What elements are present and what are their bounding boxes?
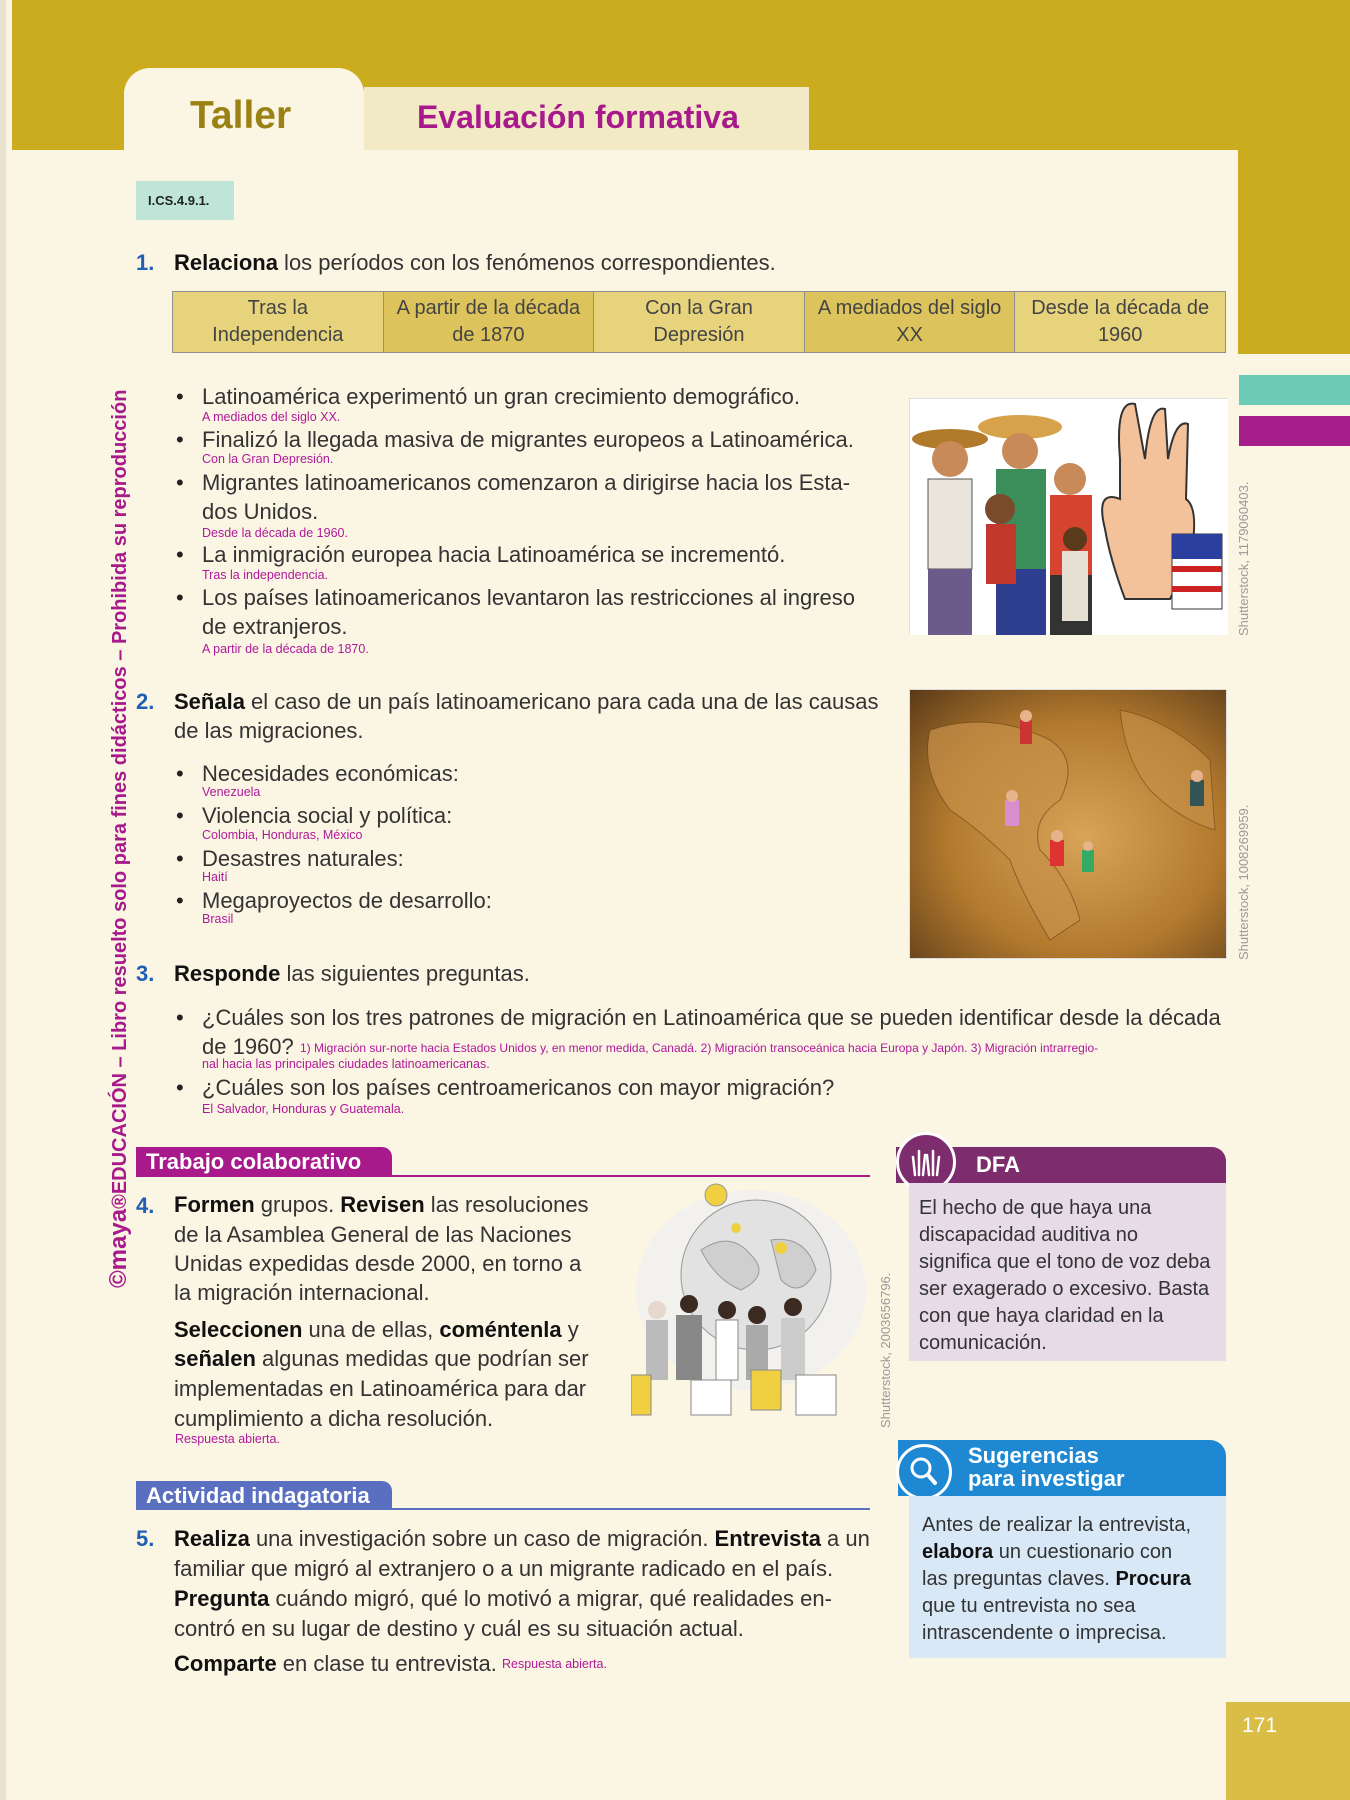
q1-answer: Tras la independencia.	[202, 568, 329, 582]
period-cell	[383, 292, 594, 353]
q5-verb: Pregunta	[174, 1586, 270, 1611]
q4-verb: Revisen	[340, 1192, 425, 1217]
period-line: A partir de la década	[396, 297, 581, 319]
q1-item-cont: de extranjeros.	[202, 614, 348, 639]
dfa-line: ser exagerado o excesivo. Basta	[919, 1278, 1210, 1300]
photo-credit: Shutterstock, 1008269959.	[1236, 804, 1251, 960]
magnifier-icon-svg	[899, 1447, 949, 1497]
q2-verb: Señala	[174, 689, 245, 714]
taller-label: Taller	[190, 94, 292, 137]
q3-rest: las siguientes preguntas.	[280, 961, 530, 986]
q5-answer: Respuesta abierta.	[502, 1657, 607, 1671]
q2-item: • Necesidades económicas:	[202, 759, 459, 788]
period-line: de 1870	[452, 324, 525, 346]
q3-number: 3.	[136, 961, 155, 986]
q5-text: cuándo migró, qué lo motivó a migrar, qué realidades en-	[269, 1586, 832, 1611]
q3-answer: El Salvador, Honduras y Guatemala.	[202, 1102, 405, 1116]
collab-rule	[136, 1175, 870, 1177]
q5-verb: Entrevista	[714, 1526, 821, 1551]
q5-text: una investigación sobre un caso de migración.	[249, 1526, 715, 1551]
q1-verb: Relaciona	[174, 250, 278, 275]
q4-number: 4.	[136, 1193, 155, 1218]
period-line: Con la Gran	[645, 297, 753, 319]
q3-answer: 1) Migración sur-norte hacia Estados Unidos y, en menor medida, Canadá. 2) Migración transoceánica hacia Europa y Japón. 3) Migración intrarregio-	[300, 1041, 1099, 1055]
q4-line	[174, 1190, 594, 1219]
period-cell	[594, 292, 805, 353]
dfa-line: significa que el tono de voz deba	[919, 1251, 1211, 1273]
q2-answer: Brasil	[202, 912, 234, 926]
globe-travelers	[631, 1180, 871, 1430]
q5-verb: Comparte	[174, 1651, 277, 1676]
indicator-code: I.CS.4.9.1.	[136, 181, 234, 220]
q5-text: a un	[820, 1526, 870, 1551]
copyright-text: EDUCACIÓN – Libro resuelto solo para fines didácticos – Prohibida su reproducción	[109, 389, 131, 1195]
dfa-line: El hecho de que haya una	[919, 1197, 1152, 1219]
q2-item: • Megaproyectos de desarrollo:	[202, 886, 492, 915]
q2-answer: Colombia, Honduras, México	[202, 828, 363, 842]
q4-text: y	[561, 1317, 579, 1342]
suggest-line: que tu entrevista no sea	[922, 1595, 1136, 1617]
q2-rest: el caso de un país latinoamericano para cada una de las causas	[244, 689, 879, 714]
dfa-title: DFA	[976, 1152, 1020, 1177]
q1-item: • Los países latinoamericanos levantaron las restricciones al ingreso	[202, 583, 855, 612]
q4-line	[174, 1344, 589, 1373]
period-line: Depresión	[653, 324, 745, 346]
q2-answer: Haití	[202, 870, 228, 884]
q2-prompt	[174, 687, 878, 716]
photo-credit: Shutterstock, 1179060403.	[1236, 481, 1251, 636]
q5-line	[174, 1649, 497, 1678]
photo-migrants-stop-hand	[909, 398, 1227, 634]
inquiry-header: Actividad indagatoria	[136, 1481, 392, 1510]
q2-prompt-cont: de las migraciones.	[174, 718, 364, 743]
suggest-text: las preguntas claves.	[922, 1568, 1116, 1590]
q4-answer: Respuesta abierta.	[175, 1432, 280, 1446]
period-line: XX	[896, 324, 923, 346]
q5-text: en clase tu entrevista.	[276, 1651, 497, 1676]
q5-line	[174, 1584, 832, 1613]
q4-line: cumplimiento a dicha resolución.	[174, 1406, 494, 1431]
period-cell	[804, 292, 1015, 353]
tab-evaluacion	[364, 87, 809, 150]
dfa-line: discapacidad auditiva no	[919, 1224, 1139, 1246]
suggest-line	[922, 1566, 1213, 1593]
q4-text: algunas medidas que podrían ser	[255, 1346, 589, 1371]
q4-line: Unidas expedidas desde 2000, en torno a	[174, 1251, 582, 1276]
suggest-verb: elabora	[922, 1541, 994, 1563]
q3-item-cont: de 1960?	[202, 1034, 294, 1059]
section-marker-teal	[1239, 375, 1350, 405]
q3-prompt	[174, 959, 530, 988]
q4-text: las resoluciones	[424, 1192, 589, 1217]
side-copyright	[105, 389, 133, 1288]
suggest-line	[922, 1539, 1213, 1566]
q1-answer: Con la Gran Depresión.	[202, 452, 334, 466]
page-number-box	[1226, 1702, 1350, 1800]
page-title: Evaluación formativa	[417, 99, 739, 135]
q1-item: • La inmigración europea hacia Latinoamérica se incrementó.	[202, 540, 785, 569]
page-number: 171	[1242, 1714, 1278, 1737]
q1-answer: A partir de la década de 1870.	[202, 642, 369, 656]
dfa-line: con que haya claridad en la	[919, 1305, 1164, 1327]
period-cell	[173, 292, 384, 353]
period-line: 1960	[1097, 324, 1143, 346]
suggest-title-line: Sugerencias	[968, 1443, 1099, 1468]
period-line: A mediados del siglo	[817, 297, 1002, 319]
q1-answer: A mediados del siglo XX.	[202, 410, 341, 424]
inquiry-rule	[136, 1508, 870, 1510]
q4-line	[174, 1315, 579, 1344]
q5-verb: Realiza	[174, 1526, 250, 1551]
q4-verb: coméntenla	[439, 1317, 562, 1342]
suggest-line: Antes de realizar la entrevista,	[922, 1514, 1192, 1536]
q5-line: familiar que migró al extranjero o a un migrante radicado en el país.	[174, 1556, 834, 1581]
q5-line	[174, 1524, 870, 1553]
magnifier-icon	[896, 1444, 952, 1500]
q2-answer: Venezuela	[202, 785, 261, 799]
q1-item: • Finalizó la llegada masiva de migrantes europeos a Latinoamérica.	[202, 425, 854, 454]
q4-line: la migración internacional.	[174, 1280, 430, 1305]
q5-number: 5.	[136, 1526, 155, 1551]
suggest-text: un cuestionario con	[993, 1541, 1173, 1563]
suggest-line: intrascendente o imprecisa.	[922, 1622, 1167, 1644]
q3-item: • ¿Cuáles son los países centroamericanos con mayor migración?	[202, 1073, 834, 1102]
q1-number: 1.	[136, 250, 155, 275]
q5-line: contró en su lugar de destino y cuál es su situación actual.	[174, 1616, 744, 1641]
q1-item: • Migrantes latinoamericanos comenzaron a dirigirse hacia los Esta-	[202, 468, 850, 497]
illustration-travelers-globe	[631, 1180, 871, 1430]
reg-mark: ®	[109, 1194, 131, 1209]
photo-map-figurines	[909, 689, 1227, 959]
tab-taller	[124, 68, 364, 152]
q4-verb: Formen	[174, 1192, 255, 1217]
q4-line: implementadas en Latinoamérica para dar	[174, 1376, 587, 1401]
illustration-migrants	[910, 399, 1228, 635]
q1-prompt	[174, 248, 776, 277]
q4-text: grupos.	[254, 1192, 341, 1217]
q1-rest: los períodos con los fenómenos correspondientes.	[277, 250, 776, 275]
period-line: Tras la	[247, 297, 308, 319]
period-cell	[1015, 292, 1226, 353]
period-line: Desde la década de	[1031, 297, 1210, 319]
q1-answer: Desde la década de 1960.	[202, 526, 348, 540]
map-illustration	[910, 690, 1228, 960]
q4-verb: Seleccionen	[174, 1317, 303, 1342]
q2-number: 2.	[136, 689, 155, 714]
q2-item: • Desastres naturales:	[202, 844, 404, 873]
q4-text: una de ellas,	[302, 1317, 440, 1342]
dfa-body	[909, 1183, 1226, 1361]
section-marker-purple	[1239, 416, 1350, 446]
period-line: Independencia	[212, 324, 344, 346]
q1-item: • Latinoamérica experimentó un gran crecimiento demográfico.	[202, 382, 800, 411]
q2-item: • Violencia social y política:	[202, 801, 452, 830]
suggest-title-line: para investigar	[968, 1466, 1125, 1491]
q3-verb: Responde	[174, 961, 281, 986]
dfa-line: comunicación.	[919, 1332, 1047, 1354]
brand: ©maya	[105, 1208, 132, 1288]
suggest-verb: Procura	[1115, 1568, 1192, 1590]
side-band	[1238, 150, 1350, 354]
photo-credit: Shutterstock, 2003656796.	[878, 1272, 893, 1428]
q3-item: • ¿Cuáles son los tres patrones de migración en Latinoamérica que se pueden identificar desde la década	[202, 1003, 1221, 1032]
suggest-body	[909, 1496, 1226, 1658]
q4-line: de la Asamblea General de las Naciones	[174, 1222, 572, 1247]
q4-verb: señalen	[174, 1346, 256, 1371]
q1-item-cont: dos Unidos.	[202, 499, 319, 524]
q3-answer-cont: nal hacia las principales ciudades latinoamericanas.	[202, 1057, 490, 1071]
periods-table	[172, 291, 1226, 353]
hands-icon-svg	[899, 1135, 953, 1189]
collab-header: Trabajo colaborativo	[136, 1147, 392, 1176]
suggest-title	[968, 1444, 1125, 1490]
